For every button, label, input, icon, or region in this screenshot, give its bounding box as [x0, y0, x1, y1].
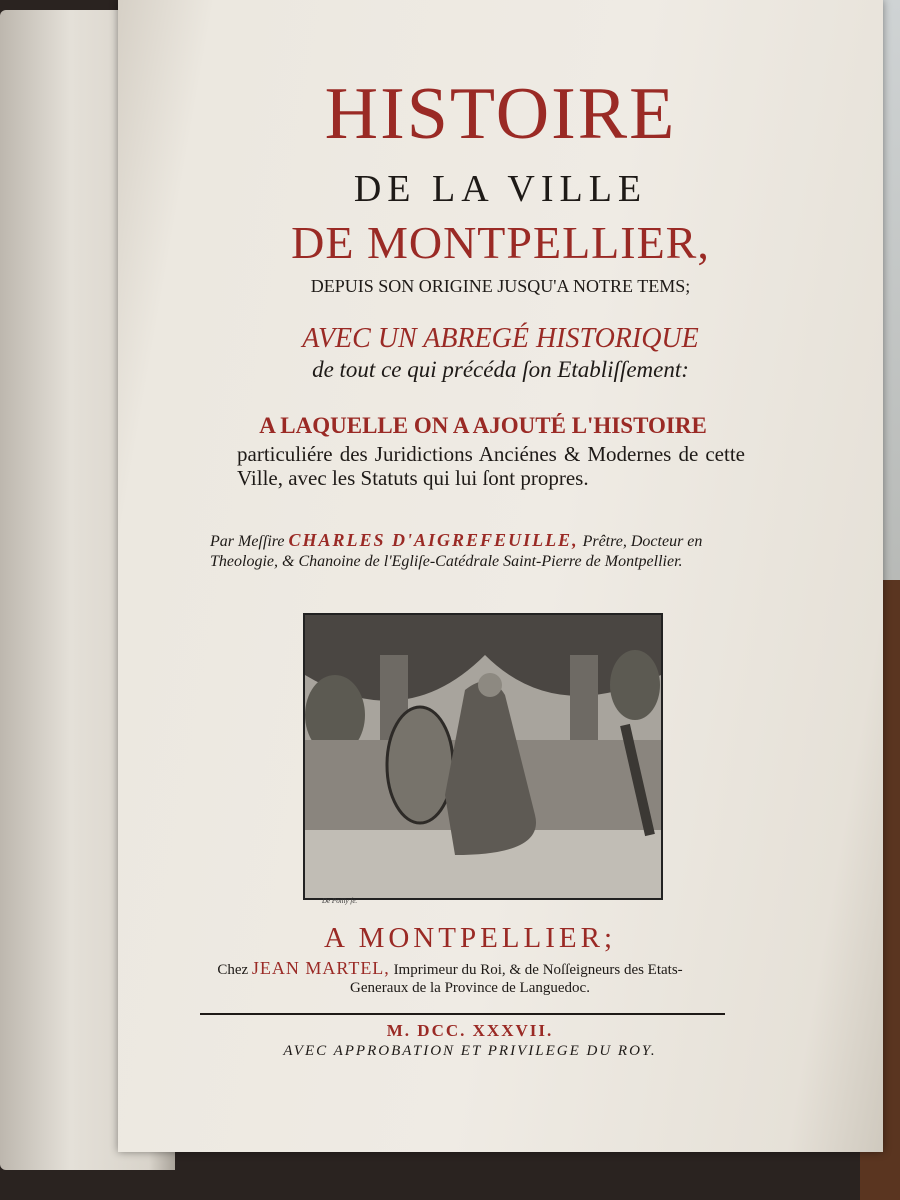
- engraver-credit: De Poilly fe.: [322, 897, 358, 905]
- engraving-illustration: [303, 613, 663, 900]
- abrege-heading: AVEC UN ABREGÉ HISTORIQUE: [302, 323, 699, 354]
- year: M. DCC. XXXVII.: [386, 1021, 554, 1040]
- printer-prefix: Chez: [217, 962, 249, 978]
- author-block: [210, 530, 750, 572]
- printer-line-2: Generaux de la Province de Languedoc.: [350, 980, 590, 996]
- printer-name: JEAN MARTEL,: [251, 958, 390, 978]
- author-prefix: Par Meſſire: [210, 533, 285, 550]
- printer-line: [0, 958, 900, 979]
- addition-heading: A LAQUELLE ON A AJOUTÉ L'HISTOIRE: [259, 413, 707, 438]
- printer-suffix: Imprimeur du Roi, & de Noſſeigneurs des Etats-: [393, 962, 683, 978]
- divider-rule: [200, 1013, 725, 1015]
- addition-text: particuliére des Juridictions Anciénes & Modernes de cette Ville, avec les Statuts qui lui ſont propres.: [237, 442, 745, 490]
- privilege: AVEC APPROBATION ET PRIVILEGE DU ROY.: [283, 1043, 657, 1059]
- author-suffix: Prêtre, Docteur en Theologie, & Chanoine de l'Egliſe-Catédrale Saint-Pierre de Montpellier.: [210, 533, 703, 570]
- subtitle-2: DE MONTPELLIER,: [291, 217, 710, 268]
- abrege-subline: de tout ce qui précéda ſon Etabliſſement:: [312, 357, 689, 382]
- subtitle-1: DE LA VILLE: [353, 168, 648, 210]
- title: HISTOIRE: [324, 73, 677, 155]
- author-name: CHARLES D'AIGREFEUILLE,: [288, 530, 579, 550]
- subtitle-3: DEPUIS SON ORIGINE JUSQU'A NOTRE TEMS;: [310, 276, 691, 296]
- place: A MONTPELLIER;: [323, 922, 617, 954]
